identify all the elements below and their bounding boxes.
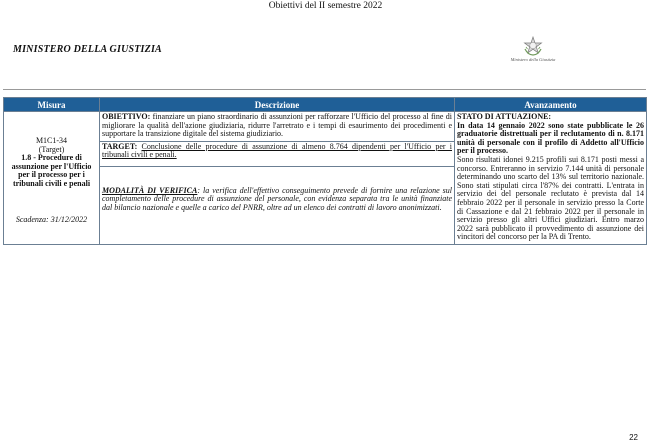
italian-emblem-icon [522,36,544,56]
objective-label: OBIETTIVO: [102,112,151,121]
emblem-caption: Ministero della Giustizia [510,57,556,62]
measure-cell [4,112,100,245]
measures-table [3,97,647,245]
progress-body: Sono risultati idonei 9.215 profili sui 8.171 posti messi a concorso. Entreranno in servizio 7.144 unità di personale determinando uno scarto del 13% sul territorio nazionale. Sono stati stipulati circa l'87% dei contratti. L'entrata in servizio dei del personale reclutato è prevista dal 14 febbraio 2022 per il personale in servizio presso la Corte di Cassazione e dal 21 febbraio 2022 per il personale in servizio presso gli altri Uffici giudiziari. Entro marzo 2022 sarà pubblicato il provvedimento di assunzione dei vincitori del concorso per la PA di Trento. [457,154,644,242]
objective-block [100,112,454,141]
table-row [4,112,647,245]
measure-code: M1C1-34 [35,136,68,145]
verification-text: la verifica dell'effettivo conseguimento prevede di fornire una relazione sul completamento delle procedure di assunzione del personale, con evidenza separata tra le unità finanziate dal bilancio nazionale e quelle a carico del PNRR, oltre ad un elenco dei contratti di lavoro anonimizzati. [102,185,452,212]
table-header-row [4,98,647,112]
page-title: Obiettivi del II semestre 2022 [268,1,383,11]
verification-label: MODALITÀ DI VERIFICA [102,185,198,195]
ministry-emblem [503,36,563,62]
page-number: 22 [629,433,638,442]
header-divider [3,89,646,90]
measure-type: (Target) [38,144,65,154]
target-block [100,141,454,166]
progress-title: STATO DI ATTUAZIONE: [457,112,552,121]
measure-deadline: Scadenza: 31/12/2022 [15,214,88,224]
description-cell [100,112,455,245]
column-header-description: Descrizione [100,98,455,112]
verification-block: MODALITÀ DI VERIFICA: la verifica dell'effettivo conseguimento prevede di fornire una relazione sul completamento delle procedure di assunzione del personale, con evidenza separata tra le unità finanziate dal bilancio nazionale e quelle a carico del PNRR, oltre ad un elenco dei contratti di lavoro anonimizzati. [100,166,454,241]
ministry-name: MINISTERO DELLA GIUSTIZIA [13,44,162,55]
progress-lead: In data 14 gennaio 2022 sono state pubblicate le 26 graduatorie distrettuali per il reclutamento di n. 8.171 unità di personale con il profilo di Addetto all'Ufficio per il processo. [457,120,644,156]
target-label: TARGET: [102,141,138,151]
column-header-progress: Avanzamento [455,98,647,112]
progress-cell [455,112,647,245]
target-text: Conclusione delle procedure di assunzione di almeno 8.764 dipendenti per l'Ufficio per i tribunali civili e penali. [102,141,453,160]
column-header-measure: Misura [4,98,100,112]
objective-text: finanziare un piano straordinario di assunzioni per rafforzare l'Ufficio del processo al fine di migliorare la qualità dell'azione giudiziaria, ridurre l'arretrato e i tempi di esaurimento dei procedimenti e supportare la transizione digitale del sistema giudiziario. [102,112,452,139]
measure-name: 1.8 - Procedure di assunzione per l'Ufficio per il processo per i tribunali civili e penali [11,153,92,188]
